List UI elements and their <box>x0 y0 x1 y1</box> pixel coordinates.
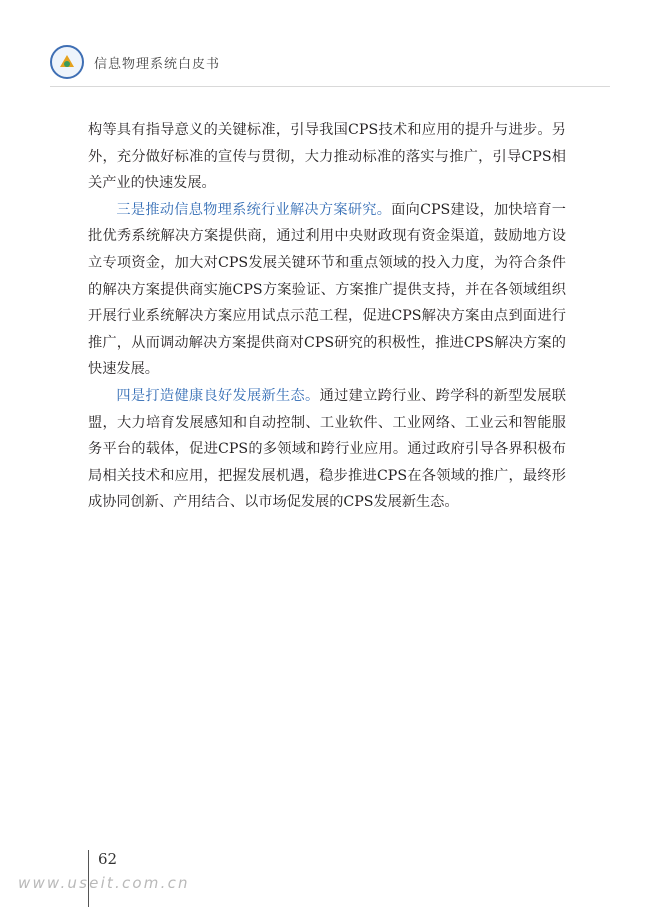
paragraph-2-text: 面向CPS建设，加快培育一批优秀系统解决方案提供商，通过利用中央财政现有资金渠道，鼓励地方设立专项资金，加大对CPS发展关键环节和重点领域的投入力度，为符合条件的解决方案提供商实施CPS方案验证、方案推广提供支持，并在各领域组织开展行业系统解决方案应用试点示范工程，促进CPS解决方案由点到面进行推广，从而调动解决方案提供商对CPS研究的积极性，推进CPS解决方案的快速发展。 <box>88 201 566 378</box>
page-number: 62 <box>98 850 118 868</box>
page-header <box>50 42 610 82</box>
logo-dot <box>64 61 70 67</box>
watermark: www.useit.com.cn <box>18 874 190 892</box>
paragraph-1: 构等具有指导意义的关键标准，引导我国CPS技术和应用的提升与进步。另外，充分做好标准的宣传与贯彻，大力推动标准的落实与推广，引导CPS相关产业的快速发展。 <box>88 122 566 192</box>
header-divider <box>50 86 610 87</box>
paragraph-3-heading: 四是打造健康良好发展新生态。 <box>116 387 320 404</box>
paragraph-3 <box>88 383 566 516</box>
paragraph-2 <box>88 197 566 383</box>
paragraph-2-heading: 三是推动信息物理系统行业解决方案研究。 <box>116 201 392 218</box>
header-title: 信息物理系统白皮书 <box>94 56 221 72</box>
logo-icon <box>50 45 84 79</box>
paragraph-3-text: 通过建立跨行业、跨学科的新型发展联盟，大力培育发展感知和自动控制、工业软件、工业网络、工业云和智能服务平台的载体，促进CPS的多领域和跨行业应用。通过政府引导各界积极布局相关技术和应用，把握发展机遇，稳步推进CPS在各领域的推广，最终形成协同创新、产用结合、以市场促发展的CPS发展新生态。 <box>88 387 566 511</box>
document-body <box>88 117 566 516</box>
